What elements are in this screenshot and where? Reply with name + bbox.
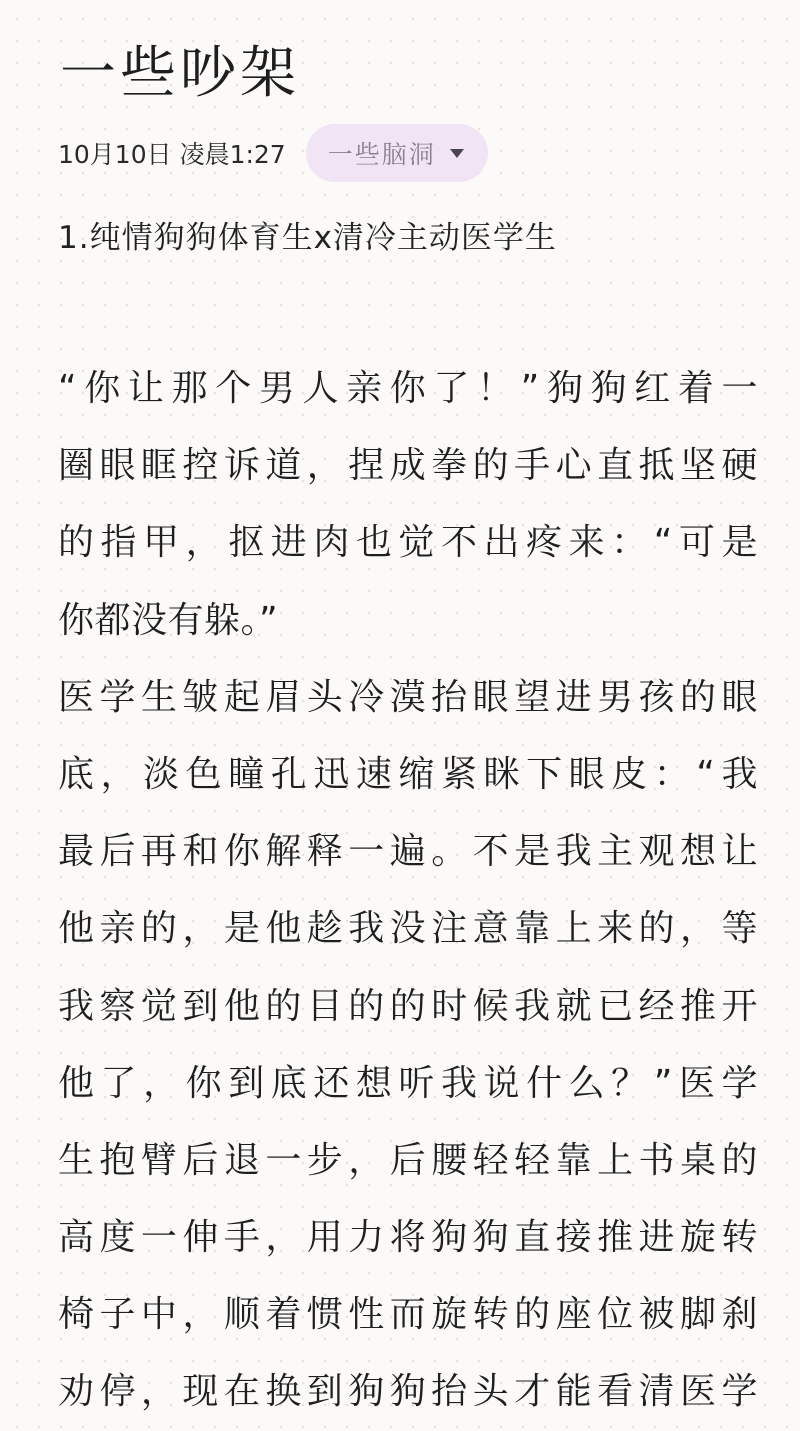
note-date: 10月10日 凌晨1:27 bbox=[58, 140, 286, 169]
note-body-line: 生抱臂后退一步，后腰轻轻靠上书桌的 bbox=[58, 1139, 758, 1181]
note-body-line: 底，淡色瞳孔迅速缩紧眯下眼皮：“我 bbox=[58, 753, 758, 795]
note-body-line: 圈眼眶控诉道，捏成拳的手心直抵坚硬 bbox=[58, 445, 758, 487]
note-body-line: 高度一伸手，用力将狗狗直接推进旋转 bbox=[58, 1217, 758, 1259]
note-body[interactable] bbox=[58, 350, 758, 1431]
folder-selector[interactable] bbox=[306, 124, 488, 182]
note-body-line: 我察觉到他的目的的时候我就已经推开 bbox=[58, 985, 758, 1027]
note-subtitle[interactable]: 1.纯情狗狗体育生x清冷主动医学生 bbox=[58, 220, 557, 256]
note-body-line: 你都没有躲。” bbox=[58, 599, 279, 641]
note-body-line: 的指甲，抠进肉也觉不出疼来：“可是 bbox=[58, 522, 758, 564]
folder-label: 一些脑洞 bbox=[327, 140, 436, 169]
note-body-line: 他亲的，是他趁我没注意靠上来的，等 bbox=[58, 908, 758, 950]
note-title[interactable]: 一些吵架 bbox=[60, 41, 300, 106]
note-body-line: 劝停，现在换到狗狗抬头才能看清医学 bbox=[58, 1371, 758, 1413]
note-body-line: 最后再和你解释一遍。不是我主观想让 bbox=[58, 831, 758, 873]
caret-down-icon bbox=[450, 149, 464, 158]
note-meta bbox=[58, 124, 488, 182]
note-body-line: 他了，你到底还想听我说什么？”医学 bbox=[58, 1062, 758, 1104]
note-body-line: 医学生皱起眉头冷漠抬眼望进男孩的眼 bbox=[58, 676, 758, 718]
note-body-line: 椅子中，顺着惯性而旋转的座位被脚刹 bbox=[58, 1294, 758, 1336]
note-body-line: “你让那个男人亲你了！”狗狗红着一 bbox=[58, 368, 758, 409]
